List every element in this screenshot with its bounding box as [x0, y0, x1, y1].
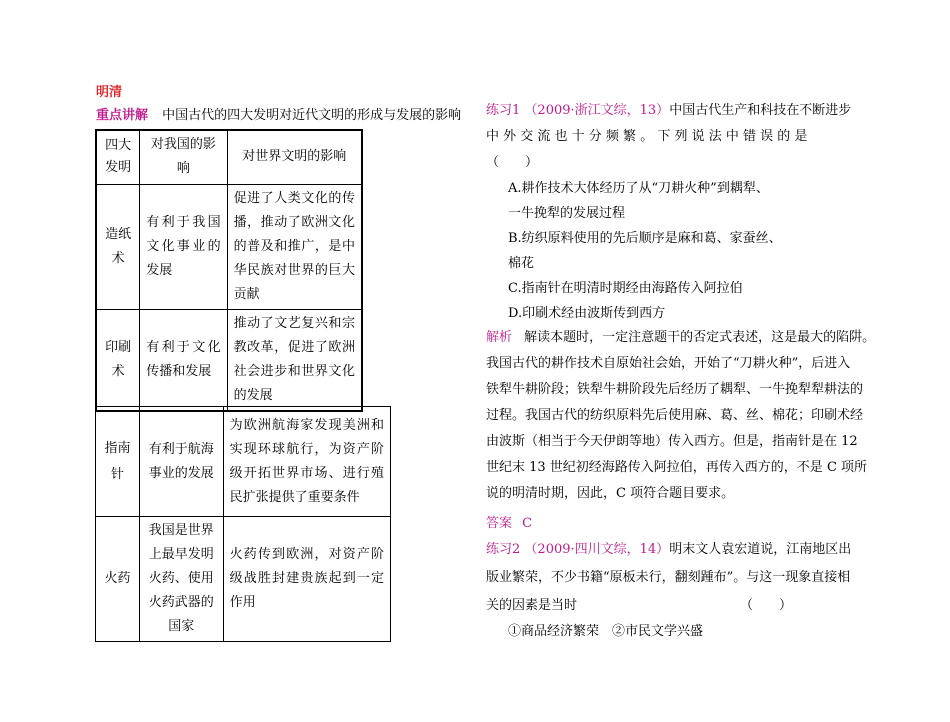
- key-point-label: 重点讲解: [96, 108, 149, 123]
- exercise-2-source: （2009·四川文综，14）: [524, 542, 670, 557]
- exercise-1-stem-line2: 中 外 交 流 也 十 分 频 繁 。 下 列 说 法 中 错 误 的 是: [486, 129, 808, 144]
- row-world-impact: 火药传到欧洲，对资产阶级战胜封建贵族起到一定作用: [223, 517, 390, 642]
- option-c: C.指南针在明清时期经由海路传入阿拉伯: [508, 281, 743, 296]
- exercise-1-stem-line1: 中国古代生产和科技在不断进步: [669, 103, 852, 118]
- row-invention-name: 造纸术: [96, 184, 140, 309]
- exercise-2-header: [486, 538, 851, 557]
- header-world: 对世界文明的影响: [227, 130, 362, 184]
- table-header-row: [96, 130, 362, 184]
- row-domestic-impact: 有利于航海事业的发展: [139, 407, 223, 517]
- answer-value: C: [522, 516, 533, 531]
- row-domestic-impact: 我国是世界上最早发明火药、使用火药武器的国家: [139, 517, 223, 642]
- option-b-line2: 棉花: [508, 256, 535, 271]
- analysis-line7: 说的明清时期，因此，C 项符合题目要求。: [486, 486, 735, 501]
- row-world-impact: 为欧洲航海家发现美洲和实现环球航行，为资产阶级开拓世界市场、进行殖民扩张提供了重要条件: [223, 407, 390, 517]
- analysis-line2: 我国古代的耕作技术自原始社会始，开始了“刀耕火种”，后进入: [486, 356, 851, 371]
- exercise-2-blank: （ ）: [740, 598, 793, 613]
- analysis-line6: 世纪末 13 世纪初经海路传入阿拉伯，再传入西方的，不是 C 项所: [486, 460, 868, 475]
- row-invention-name: 指南针: [96, 407, 140, 517]
- key-point-header: [96, 107, 461, 125]
- row-world-impact: 推动了文艺复兴和宗教改革，促进了欧洲社会进步和世界文化的发展: [227, 309, 362, 411]
- exercise-2-stem-line1: 明末文人袁宏道说，江南地区出: [669, 542, 852, 557]
- row-domestic-impact: 有利于我国文化事业的发展: [140, 184, 227, 309]
- analysis-label: 解析: [486, 330, 513, 345]
- key-point-title: 中国古代的四大发明对近代文明的形成与发展的影响: [162, 108, 462, 123]
- inventions-table-1: [95, 129, 363, 412]
- inventions-table-2: [95, 406, 391, 642]
- table-row: [96, 309, 362, 411]
- row-invention-name: 印刷术: [96, 309, 140, 411]
- analysis-line5: 由波斯（相当于今天伊朗等地）传入西方。但是，指南针是在 12: [486, 434, 858, 449]
- exercise-1-label: 练习1: [486, 103, 521, 118]
- exercise-1-header: [486, 99, 851, 118]
- analysis-text: 解读本题时，一定注意题干的否定式表述，这是最大的陷阱。: [524, 330, 876, 345]
- option-d: D.印刷术经由波斯传到西方: [508, 306, 666, 321]
- exercise-2-stem-line3: 关的因素是当时: [486, 598, 578, 613]
- answer-label: 答案: [486, 516, 513, 531]
- table-row: [96, 517, 391, 642]
- row-invention-name: 火药: [96, 517, 140, 642]
- option-b-line1: B.纺织原料使用的先后顺序是麻和葛、家蚕丝、: [508, 231, 782, 246]
- table-row: [96, 407, 391, 517]
- exercise-2-options: ①商品经济繁荣 ②市民文学兴盛: [508, 624, 704, 639]
- exercise-2-stem-line2: 版业繁荣，不少书籍“原板未行，翻刻踵布”。与这一现象直接相: [486, 570, 851, 585]
- section-title: 明清: [96, 85, 123, 100]
- row-domestic-impact: 有利于文化传播和发展: [140, 309, 227, 411]
- exercise-1-blank: （ ）: [486, 155, 539, 170]
- answer-line: [486, 512, 532, 531]
- analysis-line1: [486, 326, 875, 345]
- analysis-line3: 铁犁牛耕阶段；铁犁牛耕阶段先后经历了耦犁、一牛挽犁犁耕法的: [486, 382, 864, 397]
- table-row: [96, 184, 362, 309]
- option-a-line1: A.耕作技术大体经历了从“刀耕火种”到耦犁、: [508, 181, 769, 196]
- exercise-1-source: （2009·浙江文综，13）: [524, 103, 670, 118]
- analysis-line4: 过程。我国古代的纺织原料先后使用麻、葛、丝、棉花；印刷术经: [486, 408, 864, 423]
- header-domestic: 对我国的影响: [140, 130, 227, 184]
- row-world-impact: 促进了人类文化的传播，推动了欧洲文化的普及和推广，是中华民族对世界的巨大贡献: [227, 184, 362, 309]
- header-inventions: 四大发明: [96, 130, 140, 184]
- option-a-line2: 一牛挽犁的发展过程: [508, 206, 626, 221]
- exercise-2-label: 练习2: [486, 542, 521, 557]
